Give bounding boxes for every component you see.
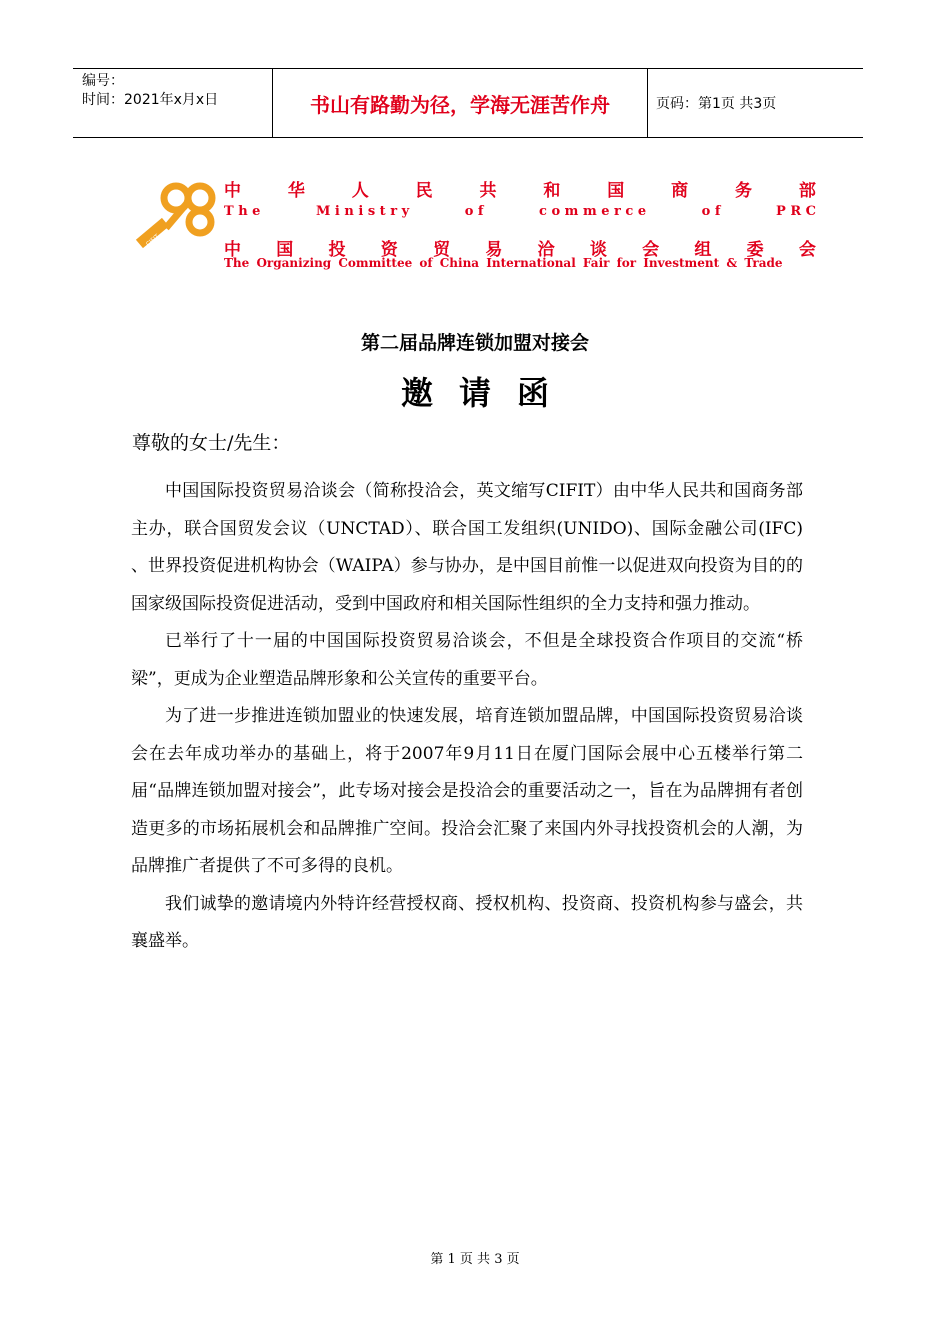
document-title: 第二届品牌连锁加盟对接会 bbox=[360, 332, 589, 354]
letterhead-char: 共 bbox=[479, 181, 497, 201]
letterhead-char: 易 bbox=[485, 240, 503, 260]
time-label: 时间：2021年x月x日 bbox=[82, 92, 219, 108]
letterhead-word: o f bbox=[464, 204, 484, 219]
cifit-logo-icon bbox=[132, 178, 218, 250]
letterhead-word: o f bbox=[701, 204, 721, 219]
document-body bbox=[131, 473, 803, 961]
letterhead-char: 民 bbox=[415, 181, 433, 201]
letterhead-char: 国 bbox=[607, 181, 625, 201]
letterhead-char: 组 bbox=[694, 240, 712, 260]
letterhead-word: T h e bbox=[224, 204, 261, 219]
paragraph: 我们诚挚的邀请境内外特许经营授权商、授权机构、投资商、投资机构参与盛会，共襄盛举。 bbox=[131, 893, 803, 951]
letterhead-char: 务 bbox=[735, 181, 752, 201]
letterhead-char: 商 bbox=[671, 181, 689, 201]
letterhead-char: 谈 bbox=[589, 240, 607, 260]
letterhead-char: 会 bbox=[798, 240, 816, 260]
document-header bbox=[73, 68, 863, 138]
letterhead-char: 会 bbox=[642, 240, 660, 260]
letterhead-char: 洽 bbox=[537, 240, 555, 260]
letterhead-char: 国 bbox=[276, 240, 294, 260]
letterhead-word: M i n i s t r y bbox=[316, 204, 410, 219]
letterhead-char: 人 bbox=[351, 181, 369, 201]
letterhead-word: P R C bbox=[776, 204, 816, 219]
header-meta bbox=[73, 69, 273, 137]
paragraph: 为了进一步推进连锁加盟业的快速发展，培育连锁加盟品牌，中国国际投资贸易洽谈会在去年成功举办的基础上，将于2007年9月11日在厦门国际会展中心五楼举行第二届“品牌连锁加盟对接会”，此专场对接会是投洽会的重要活动之一，旨在为品牌拥有者创造更多的市场拓展机会和品牌推广空间。投洽会汇聚了来国内外寻找投资机会的人潮，为品牌推广者提供了不可多得的良机。 bbox=[131, 706, 803, 876]
letterhead-char: 中 bbox=[224, 240, 241, 260]
letterhead-char: 中 bbox=[224, 181, 241, 201]
letterhead-char: 资 bbox=[380, 240, 398, 260]
number-label: 编号： bbox=[82, 73, 124, 89]
letterhead-char: 和 bbox=[543, 181, 561, 201]
letterhead-char: 贸 bbox=[433, 240, 451, 260]
document-subtitle: 邀请函 bbox=[400, 374, 575, 412]
letterhead-char: 委 bbox=[746, 240, 764, 260]
paragraph: 中国国际投资贸易洽谈会（简称投洽会，英文缩写CIFIT）由中华人民共和国商务部主办，联合国贸发会议（UNCTAD）、联合国工发组织(UNIDO)、国际金融公司(IFC) 、世界投资促进机构协会（WAIPA）参与协办，是中国目前惟一以促进双向投资为目的的国家级国际投资促进活动，受到中国政府和相关国际性组织的全力支持和强力推动。 bbox=[131, 481, 803, 614]
logo-tag: CIFIT bbox=[144, 233, 161, 248]
letterhead-ministry-en bbox=[224, 204, 816, 219]
letterhead-char: 投 bbox=[328, 240, 346, 260]
letterhead-char: 华 bbox=[287, 181, 305, 201]
header-motto: 书山有路勤为径，学海无涯苦作舟 bbox=[273, 69, 648, 137]
paragraph: 已举行了十一届的中国国际投资贸易洽谈会，不但是全球投资合作项目的交流“桥梁”，更成为企业塑造品牌形象和公关宣传的重要平台。 bbox=[131, 631, 803, 689]
header-page-label: 页码：第1页 共3页 bbox=[656, 96, 777, 112]
letterhead-ministry-cn bbox=[224, 176, 816, 201]
page-footer: 第 1 页 共 3 页 bbox=[430, 1252, 520, 1267]
letterhead-char: 部 bbox=[798, 181, 816, 201]
letterhead-word: c o m m e r c e bbox=[539, 204, 647, 219]
letterhead-committee-en: The Organizing Committee of China International Fair for Investment & Trade bbox=[224, 256, 783, 270]
greeting: 尊敬的女士/先生： bbox=[132, 432, 291, 454]
